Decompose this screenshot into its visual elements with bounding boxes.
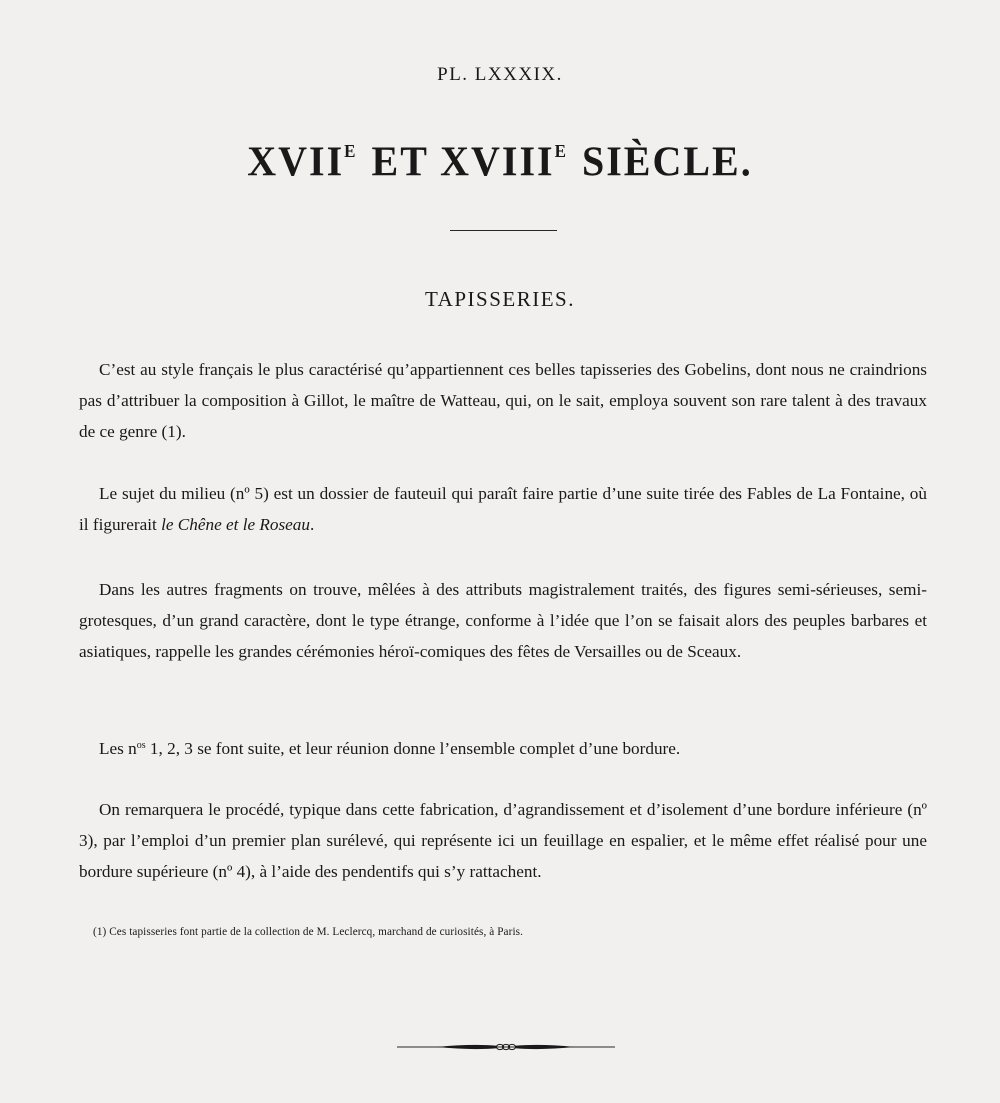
paragraph-3 bbox=[79, 574, 927, 667]
paragraph-2-text: Le sujet du milieu (nº 5) est un dossier de fauteuil qui paraît faire partie d’une suite tirée des Fables de La Fontaine, où il figurerait bbox=[79, 484, 927, 534]
section-title: TAPISSERIES. bbox=[425, 287, 575, 311]
plate-number: PL. LXXXIX. bbox=[437, 64, 563, 85]
century-heading bbox=[0, 137, 1000, 186]
paragraph-2 bbox=[79, 478, 927, 540]
century-part-3: SIÈCLE. bbox=[581, 137, 753, 186]
paragraph-1-text: C’est au style français le plus caractérisé qu’appartiennent ces belles tapisseries des Gobelins, dont nous ne craindrions pas d’attribuer la composition à Gillot, le maître de Watteau, qui, on le sait, employa souvent son rare talent à des travaux de ce genre (1). bbox=[79, 360, 927, 441]
ornament-divider-icon bbox=[397, 1040, 615, 1054]
century-part-2: ET XVIII bbox=[371, 137, 555, 186]
paragraph-2-end: . bbox=[310, 515, 315, 534]
paragraph-1 bbox=[79, 354, 927, 447]
paragraph-3-text: Dans les autres fragments on trouve, mêlées à des attributs magistralement traités, des figures semi-sérieuses, semi-grotesques, d’un grand caractère, dont le type étrange, conforme à l’idée que l’on se faisait alors des peuples barbares et asiatiques, rappelle les grandes cérémonies héroï-comiques des fêtes de Versailles ou de Sceaux. bbox=[79, 580, 927, 661]
century-part-1: XVII bbox=[247, 137, 345, 186]
paragraph-4 bbox=[79, 730, 927, 764]
paragraph-4-text: 1, 2, 3 se font suite, et leur réunion donne l’ensemble complet d’une bordure. bbox=[145, 739, 681, 758]
footnote: (1) Ces tapisseries font partie de la collection de M. Leclercq, marchand de curiosités, à Paris. bbox=[93, 926, 524, 938]
paragraph-5-text: On remarquera le procédé, typique dans cette fabrication, d’agrandissement et d’isolement d’une bordure inférieure (nº 3), par l’emploi d’un premier plan surélevé, qui représente ici un feuillage en espalier, et le même effet réalisé pour une bordure supérieure (nº 4), à l’aide des pendentifs qui s’y rattachent. bbox=[79, 800, 927, 881]
century-superscript-2: E bbox=[554, 141, 566, 161]
century-superscript-1: E bbox=[344, 141, 356, 161]
paragraph-5 bbox=[79, 794, 927, 887]
numbers-superscript: os bbox=[136, 740, 146, 751]
title-divider bbox=[450, 230, 557, 231]
fable-title: le Chêne et le Roseau bbox=[161, 515, 310, 534]
paragraph-4-start: Les n bbox=[99, 739, 137, 758]
